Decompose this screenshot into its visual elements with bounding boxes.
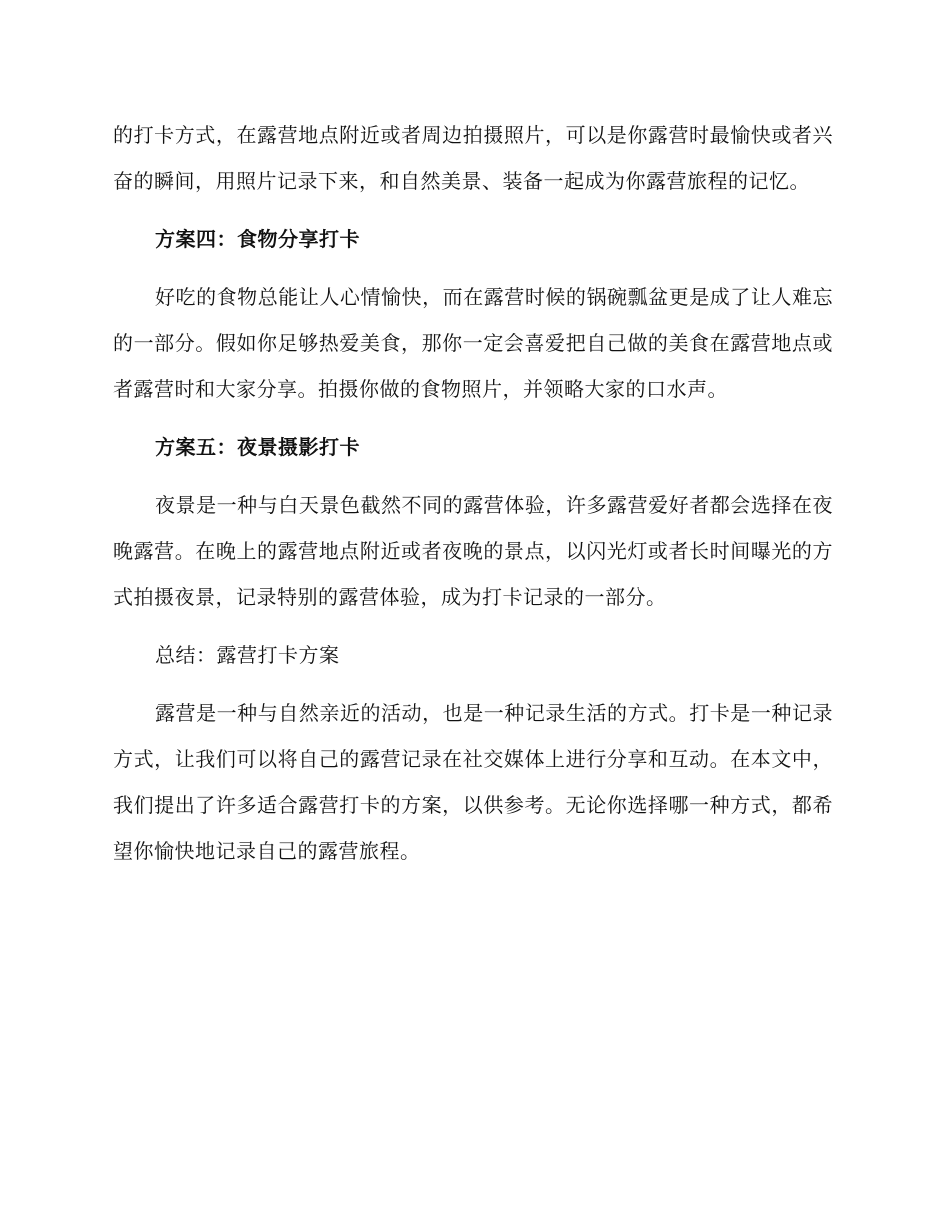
spacer xyxy=(113,470,833,482)
intro-paragraph: 的打卡方式，在露营地点附近或者周边拍摄照片，可以是你露营时最愉快或者兴奋的瞬间，用照片记录下来，和自然美景、装备一起成为你露营旅程的记忆。 xyxy=(113,123,833,193)
section-heading-plan-5: 方案五：夜景摄影打卡 xyxy=(155,435,360,459)
document-body xyxy=(113,112,833,874)
summary-paragraph: 露营是一种与自然亲近的活动，也是一种记录生活的方式。打卡是一种记录方式，让我们可以将自己的露营记录在社交媒体上进行分享和互动。在本文中，我们提出了许多适合露营打卡的方案，以供参考。无论你选择哪一种方式，都希望你愉快地记录自己的露营旅程。 xyxy=(113,701,833,863)
spacer xyxy=(113,678,833,690)
spacer xyxy=(113,262,833,274)
spacer xyxy=(113,204,833,216)
plan-4-paragraph: 好吃的食物总能让人心情愉快，而在露营时候的锅碗瓢盆更是成了让人难忘的一部分。假如你足够热爱美食，那你一定会喜爱把自己做的美食在露营地点或者露营时和大家分享。拍摄你做的食物照片，并领略大家的口水声。 xyxy=(113,285,833,401)
section-heading-plan-4: 方案四：食物分享打卡 xyxy=(155,227,360,251)
summary-heading: 总结：露营打卡方案 xyxy=(155,643,340,667)
spacer xyxy=(113,620,833,632)
spacer xyxy=(113,412,833,424)
plan-5-paragraph: 夜景是一种与白天景色截然不同的露营体验，许多露营爱好者都会选择在夜晚露营。在晚上的露营地点附近或者夜晚的景点，以闪光灯或者长时间曝光的方式拍摄夜景，记录特别的露营体验，成为打卡记录的一部分。 xyxy=(113,493,833,609)
